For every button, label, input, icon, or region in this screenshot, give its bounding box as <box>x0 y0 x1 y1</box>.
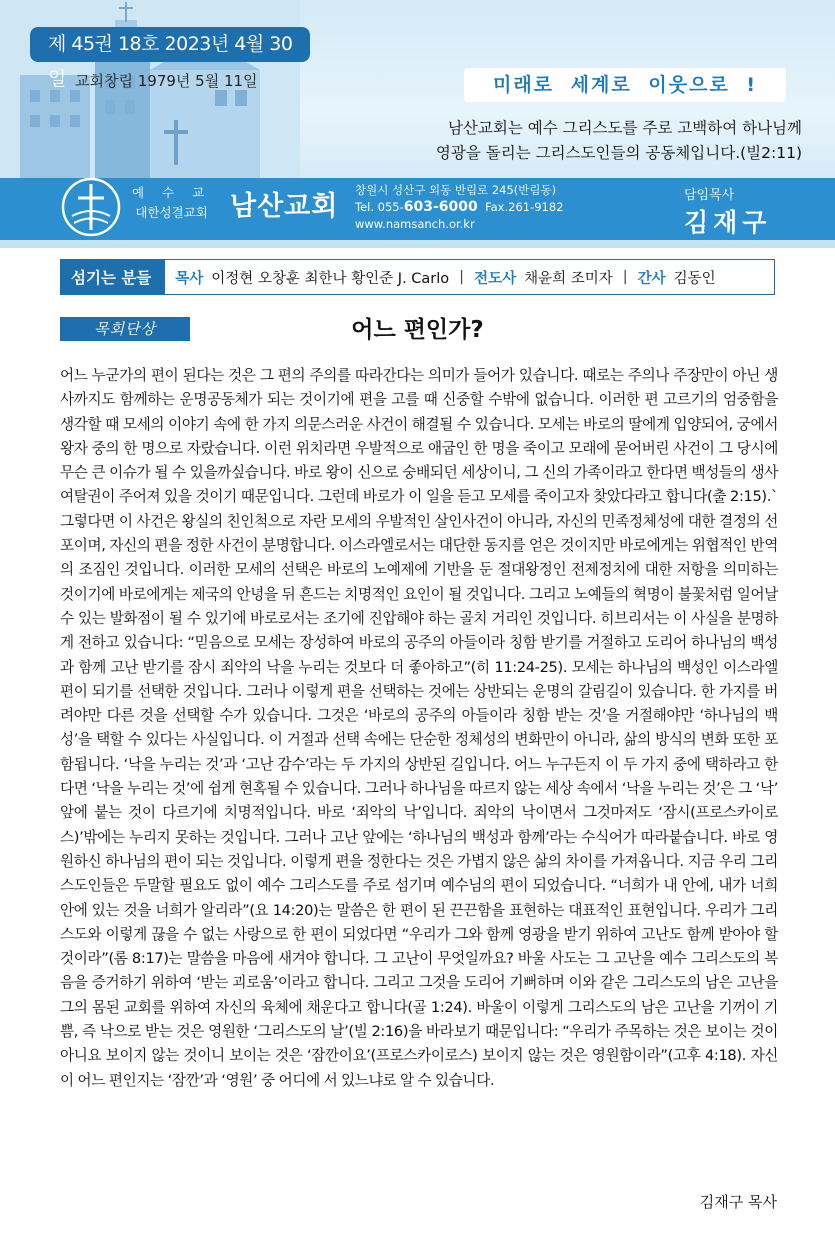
staff-title: 섬기는 분들 <box>61 260 165 294</box>
column-title: 어느 편인가? <box>351 317 484 343</box>
church-brand-bar <box>60 170 835 242</box>
address: 창원시 성산구 외동 반림로 245(반림동) <box>355 183 557 197</box>
pastor-names: 이정현 오창훈 최한나 황인준 J. Carlo <box>211 270 450 287</box>
secretary-role: 간사 <box>637 270 666 287</box>
website-link[interactable]: www.namsanch.or.kr <box>355 217 475 231</box>
senior-pastor-label: 담임목사 <box>684 188 735 203</box>
column-tag: 목회단상 <box>60 317 190 341</box>
column-body: 어느 누군가의 편이 된다는 것은 그 편의 주의를 따라간다는 의미가 들어가 있습니다. 때로는 주의나 주장만이 아닌 생사까지도 함께하는 운명공동체가 되는 것이기에 편을 고를 때 신중할 수밖에 없습니다. 이러한 편 고르기의 엄중함을 생각할 때 모세의 이야기 속에 한 가지 의문스러운 사건이 해결될 수 있습니다. 모세는 바로의 딸에게 입양되어, 궁에서 왕자 중의 한 명으로 자랐습니다. 이런 위치라면 우발적으로 애굽인 한 명을 죽이고 모래에 묻어버린 사건이 그 당시에 무슨 큰 이슈가 될 수 있을까싶습니다. 바로 왕이 신으로 숭배되던 세상이니, 그 신의 가족이라고 한다면 백성들의 생사 여탈권이 주어져 있을 것이기 때문입니다. 그런데 바로가 이 일을 듣고 모세를 죽이고자 찾았다라고 합니다(출 2:15).`그렇다면 이 사건은 왕실의 친인척으로 자란 모세의 우발적인 살인사건이 아니라, 자신의 민족정체성에 대한 결정의 선포이며, 자신의 편을 정한 사건이 분명합니다. 이스라엘로서는 대단한 동지를 얻은 것이지만 바로에게는 위협적인 반역의 조짐인 것입니다. 이러한 모세의 선택은 바로의 노예제에 기반을 둔 절대왕정인 전제정치에 대한 저항을 의미하는 것이기에 바로에게는 제국의 안녕을 뒤 흔드는 치명적인 요인이 될 것입니다. 그리고 노예들의 혁명이 불꽃처럼 일어날 수 있는 발화점이 될 수 있기에 바로로서는 조기에 진압해야 하는 골치 거리인 것입니다. 히브리서는 이 사실을 분명하게 전하고 있습니다: “믿음으로 모세는 장성하여 바로의 공주의 아들이라 칭함 받기를 거절하고 도리어 하나님의 백성과 함께 고난 받기를 잠시 죄악의 낙을 누리는 것보다 더 좋아하고”(히 11:24-25). 모세는 하나님의 백성인 이스라엘 편이 되기를 선택한 것입니다. 그러나 이렇게 편을 선택하는 것에는 상반되는 운명의 갈림길이 있습니다. 한 가지를 버려야만 다른 것을 선택할 수가 있습니다. 그것은 ‘바로의 공주의 아들이라 칭함 받는 것’을 거절해야만 ‘하나님의 백성’을 택할 수 있다는 사실입니다. 이 거절과 선택 속에는 단순한 정체성의 변화만이 아니라, 삶의 방식의 변화 또한 포함됩니다. ‘낙을 누리는 것’과 ‘고난 감수’라는 두 가지의 상반된 길입니다. 어느 누구든지 이 두 가지 중에 택하라고 한다면 ‘낙을 누리는 것’에 쉽게 현혹될 수 있습니다. 그러나 하나님을 따르지 않는 세상 속에서 ‘낙을 누리는 것’은 그 ‘낙’ 앞에 붙는 것이 다르기에 치명적입니다. 바로 ‘죄악의 낙’입니다. 죄악의 낙이면서 그것마저도 ‘잠시(프로스카이로스)’밖에는 누리지 못하는 것입니다. 그러나 고난 앞에는 ‘하나님의 백성과 함께’라는 수식어가 따라붙습니다. 바로 영원하신 하나님의 편이 되는 것입니다. 이렇게 편을 정한다는 것은 가볍지 않은 삶의 차이를 가져옵니다. 지금 우리 그리스도인들은 두말할 필요도 없이 예수 그리스도를 주로 섬기며 예수님의 편이 되었습니다. “너희가 내 안에, 내가 너희 안에 있는 것을 너희가 알리라”(요 14:20)는 말씀은 한 편이 된 끈끈함을 표현하는 대표적인 표현입니다. 우리가 그리스도와 이렇게 끊을 수 없는 사랑으로 한 편이 되었다면 “우리가 그와 함께 영광을 받기 위하여 고난도 함께 받아야 할 것이라”(롬 8:17)는 말씀을 마음에 새겨야 합니다. 그 고난이 무엇일까요? 바울 사도는 그 고난을 예수 그리스도의 복음을 증거하기 위하여 ‘받는 괴로움’이라고 합니다. 그리고 그것을 도리어 기뻐하며 이와 같은 그리스도의 남은 고난을 그의 몸된 교회를 위하여 자신의 육체에 채운다고 합니다(골 1:24). 바울이 이렇게 그리스도의 남은 고난을 기꺼이 기쁨, 즉 낙으로 받는 것은 영원한 ‘그리스도의 날’(빌 2:16)을 바라보기 때문입니다: “우리가 주목하는 것은 보이는 것이 아니요 보이지 않는 것이니 보이는 것은 ‘잠깐이요’(프로스카이로스) 보이지 않는 것은 영원함이라”(고후 4:18). 자신이 어느 편인지는 ‘잠깐’과 ‘영원’ 중 어디에 서 있느냐로 알 수 있습니다. <box>60 367 778 1089</box>
mission-statement <box>362 116 802 166</box>
pastor-role: 목사 <box>175 270 204 287</box>
church-name: 남산교회 <box>230 191 339 222</box>
evangelist-names: 채윤희 조미자 <box>524 270 613 287</box>
denomination <box>132 183 211 223</box>
senior-pastor-name: 김재구 <box>684 208 772 237</box>
column-author: 김재구 목사 <box>699 1193 777 1211</box>
issue-info: 제 45권 18호 2023년 4월 30일 <box>30 27 310 62</box>
phone-fax <box>355 199 564 216</box>
founding-date: 교회창립 1979년 5월 11일 <box>75 72 258 90</box>
mission-line-1: 남산교회는 예수 그리스도를 주로 고백하여 하나님께 <box>447 119 802 137</box>
fax: Fax.261-9182 <box>485 200 564 214</box>
tel-main: 603-6000 <box>403 199 478 215</box>
tel-prefix: Tel. 055- <box>355 200 404 214</box>
slogan: 미래로 세계로 이웃으로 ! <box>464 68 786 102</box>
denomination-line-2: 대한성결교회 <box>135 205 208 220</box>
staff-bar <box>60 259 775 295</box>
contact-info <box>355 182 564 233</box>
staff-separator: | <box>622 269 628 285</box>
evangelist-role: 전도사 <box>474 270 517 287</box>
header-banner <box>0 0 835 248</box>
denomination-line-1: 예 수 교 <box>132 185 212 200</box>
mission-line-2: 영광을 돌리는 그리스도인들의 공동체입니다.(빌2:11) <box>435 144 802 162</box>
church-logo-icon <box>60 176 122 238</box>
secretary-name: 김동인 <box>673 270 716 287</box>
staff-separator: | <box>459 269 465 285</box>
